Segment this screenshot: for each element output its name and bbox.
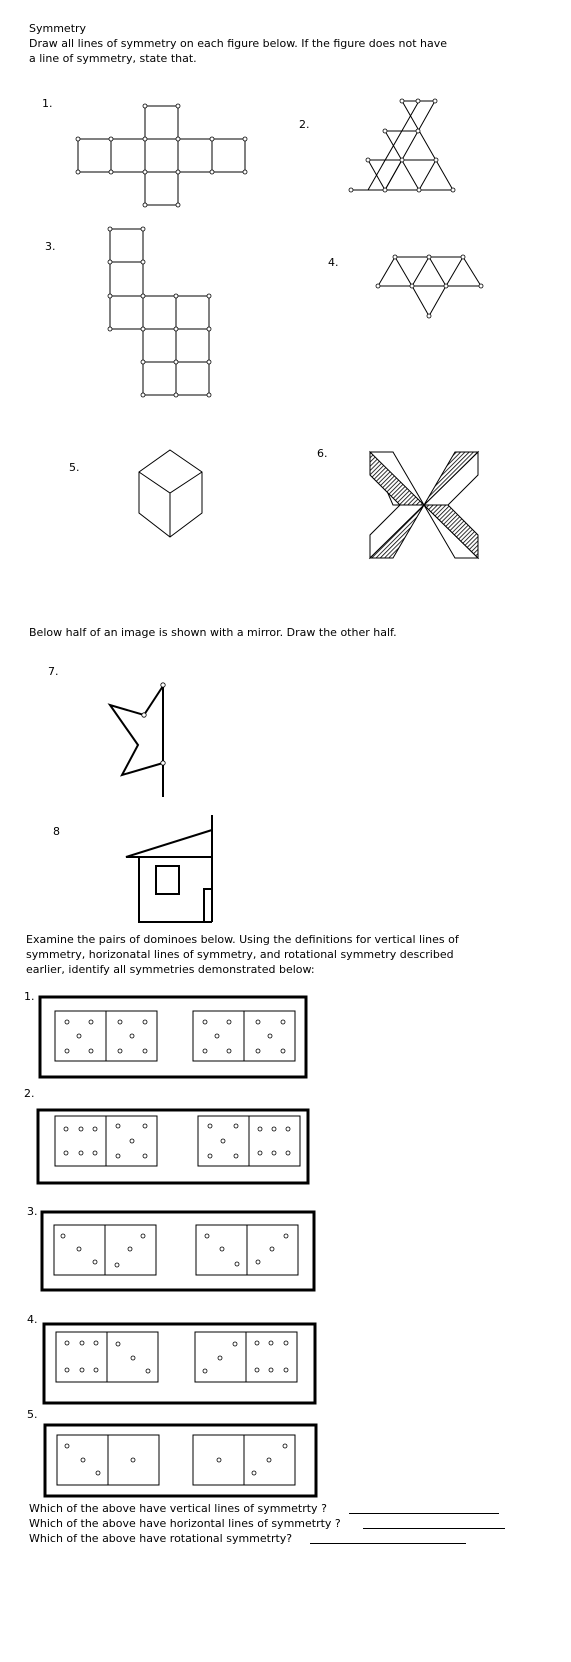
- instruction-line-1: Draw all lines of symmetry on each figure below. If the figure does not have: [29, 37, 447, 50]
- figure-label-5: 5.: [69, 461, 80, 474]
- answer-line-vertical[interactable]: [349, 1513, 499, 1514]
- domino-instruction-line-2: symmetry, horizonatal lines of symmetry, and rotational symmetry described: [26, 948, 454, 961]
- domino-label-2: 2.: [24, 1087, 35, 1100]
- figure-label-4: 4.: [328, 256, 339, 269]
- answer-line-rotational[interactable]: [310, 1543, 466, 1544]
- question-vertical: Which of the above have vertical lines of symmetrty ?: [29, 1502, 327, 1515]
- instruction-line-2: a line of symmetry, state that.: [29, 52, 197, 65]
- figure-label-7: 7.: [48, 665, 59, 678]
- figure-label-2: 2.: [299, 118, 310, 131]
- mirror-instruction: Below half of an image is shown with a mirror. Draw the other half.: [29, 626, 397, 639]
- domino-instruction-line-3: earlier, identify all symmetries demonstrated below:: [26, 963, 315, 976]
- domino-instruction-line-1: Examine the pairs of dominoes below. Using the definitions for vertical lines of: [26, 933, 459, 946]
- question-horizontal: Which of the above have horizontal lines of symmetrty ?: [29, 1517, 341, 1530]
- question-rotational: Which of the above have rotational symmetrty?: [29, 1532, 293, 1545]
- figure-label-3: 3.: [45, 240, 56, 253]
- domino-label-5: 5.: [27, 1408, 38, 1421]
- domino-label-3: 3.: [27, 1205, 38, 1218]
- domino-label-1: 1.: [24, 990, 35, 1003]
- answer-line-horizontal[interactable]: [363, 1528, 505, 1529]
- figure-label-6: 6.: [317, 447, 328, 460]
- figure-label-1: 1.: [42, 97, 53, 110]
- domino-label-4: 4.: [27, 1313, 38, 1326]
- worksheet-title: Symmetry: [29, 22, 87, 35]
- figure-label-8: 8: [53, 825, 60, 838]
